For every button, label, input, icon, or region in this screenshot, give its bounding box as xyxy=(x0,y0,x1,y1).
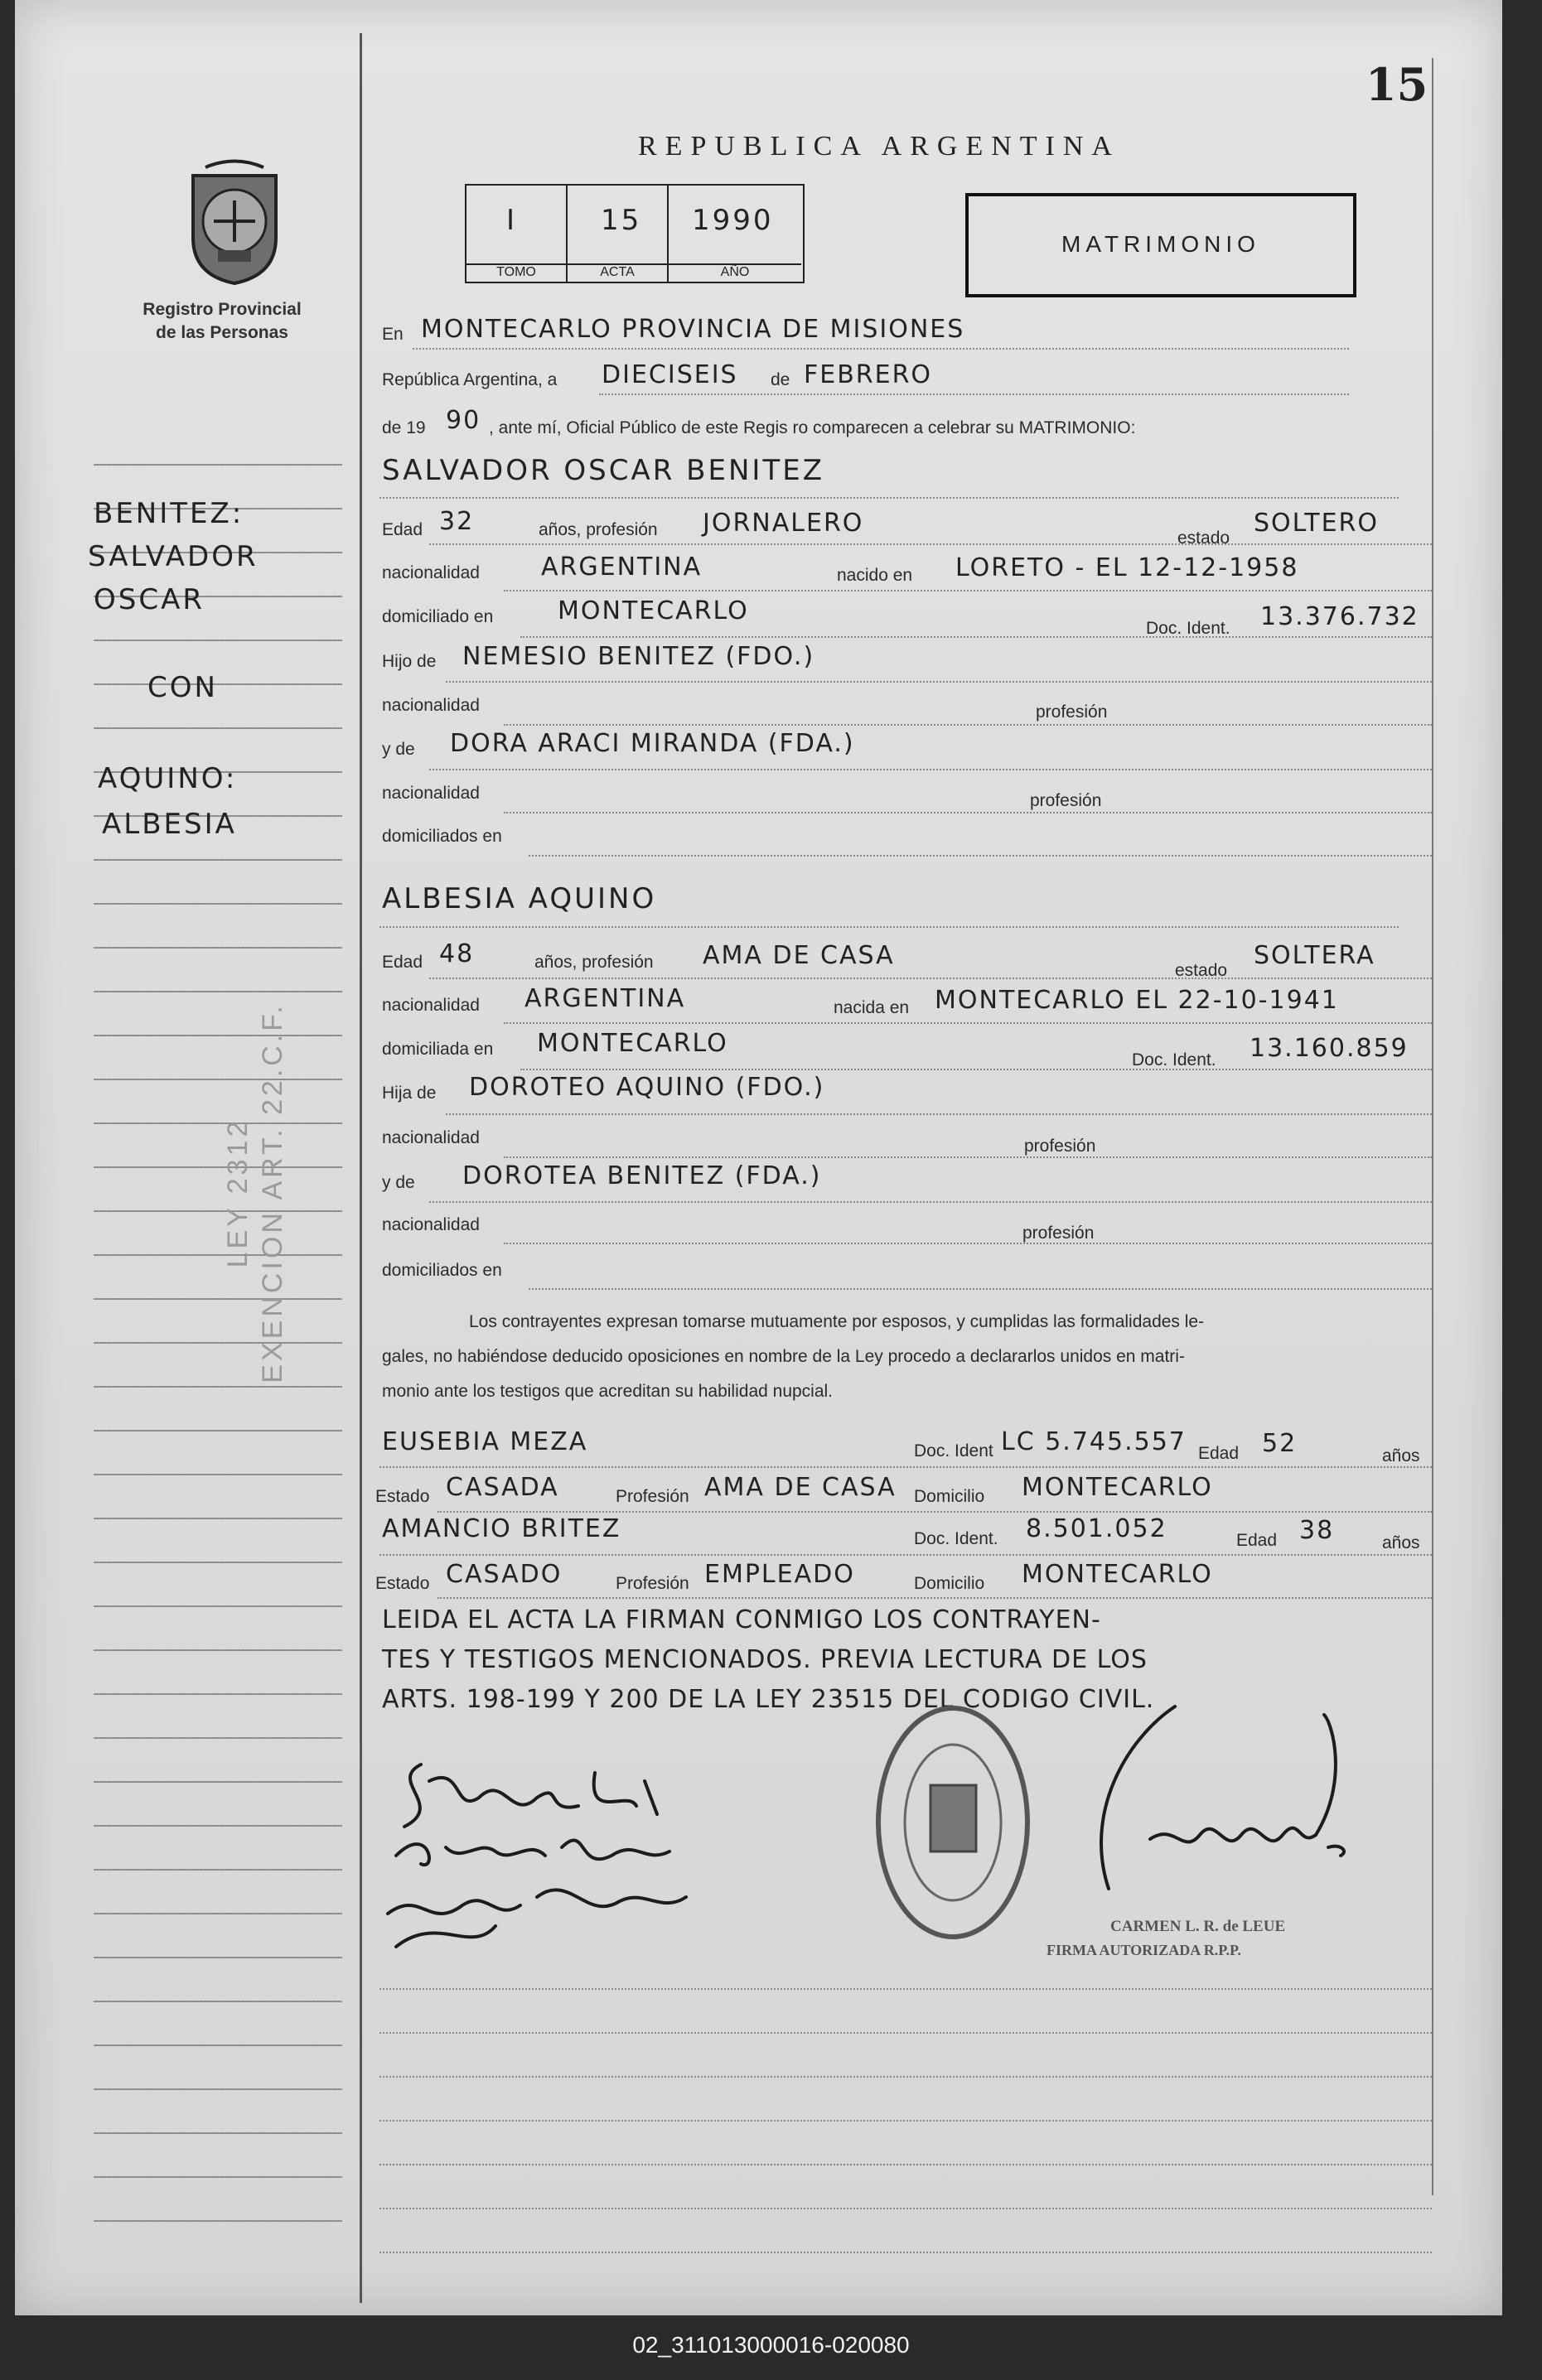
margin-rule-line xyxy=(94,1210,342,1212)
acta-label: ACTA xyxy=(568,263,667,280)
exemption-stamp xyxy=(222,936,297,1450)
tomo-cell xyxy=(466,186,568,282)
declaration-line1: Los contrayentes expresan tomarse mutuamente por esposos, y cumplidas las formalidades le- xyxy=(469,1312,1205,1331)
place-line xyxy=(413,348,1349,350)
bride-line-6 xyxy=(429,1201,1432,1203)
groom-father-nac-label: nacionalidad xyxy=(382,696,480,715)
ante-text: , ante mí, Oficial Público de este Regis ro comparecen a celebrar su MATRIMONIO: xyxy=(489,418,1136,437)
witness2-line-2 xyxy=(437,1597,1432,1599)
official-signature xyxy=(1076,1690,1357,1905)
bride-estado-label: estado xyxy=(1175,961,1228,980)
civil-registry-seal-icon xyxy=(873,1702,1034,1943)
declaration-line2: gales, no habiéndose deducido oposiciones en nombre de la Ley procedo a declararlos unidos en matri- xyxy=(382,1347,1185,1366)
tomo-label: TOMO xyxy=(466,263,566,280)
document-page xyxy=(15,0,1502,2315)
witness2-profesion: EMPLEADO xyxy=(704,1560,855,1589)
margin-rule-line xyxy=(94,1605,342,1607)
bride-profesion: AMA DE CASA xyxy=(703,941,895,970)
en-label: En xyxy=(382,325,404,344)
margin-rule-line xyxy=(94,1079,342,1080)
margin-rule-line xyxy=(94,1298,342,1300)
margin-rule-line xyxy=(94,1430,342,1431)
date-line xyxy=(599,393,1349,395)
witness1-line-2 xyxy=(437,1511,1432,1513)
bride-line-2 xyxy=(504,1022,1432,1024)
witness2-domicilio-label: Domicilio xyxy=(914,1574,985,1593)
witness2-estado: CASADO xyxy=(446,1560,563,1589)
bride-line-7 xyxy=(504,1243,1432,1244)
margin-rule-line xyxy=(94,1913,342,1914)
margin-rule-line xyxy=(94,1693,342,1695)
bride-mother-nac-label: nacionalidad xyxy=(382,1215,480,1234)
bride-hija-label: Hija de xyxy=(382,1084,437,1103)
registry-name-line2: de las Personas xyxy=(156,323,288,342)
acta-value: 15 xyxy=(601,204,642,237)
year-prefix: de 19 xyxy=(382,418,426,437)
groom-estado: SOLTERO xyxy=(1254,509,1379,538)
record-number-box xyxy=(465,184,805,283)
witness2-edad-label: Edad xyxy=(1236,1531,1278,1550)
month-value: FEBRERO xyxy=(804,360,933,389)
body-rule-line xyxy=(379,2164,1432,2165)
witness1-name: EUSEBIA MEZA xyxy=(382,1427,588,1456)
bride-nacida-label: nacida en xyxy=(834,998,910,1017)
bride-line-1 xyxy=(429,978,1432,979)
groom-mother-prof-label: profesión xyxy=(1030,791,1102,810)
bride-father-nac-label: nacionalidad xyxy=(382,1128,480,1147)
groom-y-de-label: y de xyxy=(382,740,415,759)
exemption-stamp-line2: EXENCION ART. 22.C.F. xyxy=(257,1002,288,1383)
groom-line-8 xyxy=(529,855,1432,857)
groom-nacido: LORETO - EL 12-12-1958 xyxy=(955,553,1299,582)
groom-line-3 xyxy=(520,636,1432,638)
bride-mother: DOROTEA BENITEZ (FDA.) xyxy=(462,1161,822,1190)
witness2-anos-label: años xyxy=(1382,1533,1420,1552)
witness1-anos-label: años xyxy=(1382,1446,1420,1465)
body-rule-line xyxy=(379,2252,1432,2253)
margin-rule-line xyxy=(94,1035,342,1036)
record-type-box xyxy=(965,193,1356,297)
margin-rule-line xyxy=(94,1474,342,1475)
margin-rule-line xyxy=(94,1342,342,1344)
official-title: FIRMA AUTORIZADA R.P.P. xyxy=(1047,1942,1241,1958)
margin-rule-line xyxy=(94,2001,342,2002)
bride-line-5 xyxy=(504,1156,1432,1158)
bride-estado: SOLTERA xyxy=(1254,941,1375,970)
registry-name xyxy=(98,298,346,345)
bride-edad-label: Edad xyxy=(382,953,423,972)
bride-name-line xyxy=(379,926,1399,928)
groom-father: NEMESIO BENITEZ (FDO.) xyxy=(462,642,815,671)
body-rule-line xyxy=(379,2032,1432,2034)
margin-rule-line xyxy=(94,727,342,729)
groom-domicilio-label: domiciliado en xyxy=(382,607,494,626)
witness1-line-1 xyxy=(379,1466,1432,1468)
witness2-doc-label: Doc. Ident. xyxy=(914,1529,998,1548)
margin-rule-line xyxy=(94,683,342,685)
declaration-line3: monio ante los testigos que acreditan su habilidad nupcial. xyxy=(382,1382,834,1401)
exemption-stamp-line1: LEY 2312 xyxy=(222,1118,254,1268)
place-value: MONTECARLO PROVINCIA DE MISIONES xyxy=(421,315,965,344)
witness1-profesion: AMA DE CASA xyxy=(704,1473,897,1502)
margin-rule-line xyxy=(94,1166,342,1168)
margin-groom-name1: SALVADOR xyxy=(88,540,259,573)
anio-label: AÑO xyxy=(669,263,801,280)
witness1-edad: 52 xyxy=(1262,1429,1298,1458)
margin-groom-name2: OSCAR xyxy=(94,583,205,616)
bride-line-3 xyxy=(520,1069,1432,1070)
witness1-domicilio: MONTECARLO xyxy=(1022,1473,1213,1502)
body-rule-line xyxy=(379,2120,1432,2122)
margin-rule-line xyxy=(94,1122,342,1124)
year-suffix: 90 xyxy=(446,406,481,435)
bride-doc-label: Doc. Ident. xyxy=(1132,1050,1216,1069)
bride-domicilio: MONTECARLO xyxy=(537,1029,728,1058)
groom-line-4 xyxy=(446,681,1432,683)
witness1-doc-label: Doc. Ident xyxy=(914,1441,993,1460)
margin-bride-name: ALBESIA xyxy=(102,808,237,841)
groom-estado-label: estado xyxy=(1177,529,1230,548)
groom-domicilio: MONTECARLO xyxy=(558,596,749,625)
margin-rule-line xyxy=(94,1957,342,1958)
groom-nacionalidad-label: nacionalidad xyxy=(382,563,480,582)
closing-line3: ARTS. 198-199 Y 200 DE LA LEY 23515 DEL CODIGO CIVIL. xyxy=(382,1685,1155,1714)
witness1-estado-label: Estado xyxy=(375,1487,430,1506)
republica-label: República Argentina, a xyxy=(382,370,558,389)
margin-divider xyxy=(360,33,362,2303)
witness1-domicilio-label: Domicilio xyxy=(914,1487,985,1506)
groom-full-name: SALVADOR OSCAR BENITEZ xyxy=(382,454,824,487)
groom-father-prof-label: profesión xyxy=(1036,702,1108,722)
bride-nacionalidad-label: nacionalidad xyxy=(382,996,480,1015)
margin-rule-line xyxy=(94,1649,342,1651)
groom-nacionalidad: ARGENTINA xyxy=(541,553,703,582)
margin-rule-line xyxy=(94,991,342,992)
image-caption: 02_311013000016-020080 xyxy=(632,2332,910,2358)
day-value: DIECISEIS xyxy=(602,360,738,389)
bride-father-prof-label: profesión xyxy=(1024,1137,1096,1156)
margin-rule-line xyxy=(94,1869,342,1871)
margin-rule-line xyxy=(94,1386,342,1388)
groom-name-line xyxy=(379,497,1399,499)
margin-rule-line xyxy=(94,947,342,949)
bride-nacida: MONTECARLO EL 22-10-1941 xyxy=(935,986,1339,1015)
provincial-coat-of-arms-icon xyxy=(181,159,288,285)
bride-father: DOROTEO AQUINO (FDO.) xyxy=(469,1073,825,1102)
witness1-edad-label: Edad xyxy=(1198,1444,1240,1463)
body-rule-line xyxy=(379,1988,1432,1990)
witness1-profesion-label: Profesión xyxy=(616,1487,689,1506)
witness2-name: AMANCIO BRITEZ xyxy=(382,1514,621,1543)
witness2-profesion-label: Profesión xyxy=(616,1574,689,1593)
country-heading: REPUBLICA ARGENTINA xyxy=(638,131,1120,162)
groom-edad-label: Edad xyxy=(382,520,423,539)
margin-rule-line xyxy=(94,2088,342,2090)
groom-line-7 xyxy=(504,812,1432,813)
body-rule-line xyxy=(379,2208,1432,2209)
margin-rule-line xyxy=(94,859,342,861)
witness1-estado: CASADA xyxy=(446,1473,559,1502)
groom-profesion: JORNALERO xyxy=(703,509,864,538)
groom-mother: DORA ARACI MIRANDA (FDA.) xyxy=(450,729,855,758)
margin-rule-line xyxy=(94,1825,342,1827)
de-label: de xyxy=(771,370,790,389)
margin-rule-line xyxy=(94,2132,342,2134)
body-rule-line xyxy=(379,2076,1432,2078)
anio-cell xyxy=(669,186,801,282)
margin-rule-line xyxy=(94,640,342,641)
margin-rule-line xyxy=(94,464,342,466)
bride-profesion-label: años, profesión xyxy=(534,953,654,972)
tomo-value: I xyxy=(506,204,518,237)
margin-rule-line xyxy=(94,1518,342,1519)
groom-doc-label: Doc. Ident. xyxy=(1146,619,1230,638)
margin-rule-line xyxy=(94,1781,342,1783)
bride-nacionalidad: ARGENTINA xyxy=(524,984,686,1013)
bride-full-name: ALBESIA AQUINO xyxy=(382,882,657,915)
groom-mother-nac-label: nacionalidad xyxy=(382,784,480,803)
margin-rule-line xyxy=(94,903,342,905)
groom-nacido-label: nacido en xyxy=(837,566,913,585)
witness2-domicilio: MONTECARLO xyxy=(1022,1560,1213,1589)
closing-line2: TES Y TESTIGOS MENCIONADOS. PREVIA LECTURA DE LOS xyxy=(382,1645,1148,1674)
groom-line-6 xyxy=(429,769,1432,770)
bride-parents-dom-label: domiciliados en xyxy=(382,1261,502,1280)
margin-rule-line xyxy=(94,2176,342,2178)
anio-value: 1990 xyxy=(692,204,774,237)
margin-rule-line xyxy=(94,2044,342,2046)
witness2-estado-label: Estado xyxy=(375,1574,430,1593)
official-name: CARMEN L. R. de LEUE xyxy=(1110,1918,1286,1935)
registry-name-line1: Registro Provincial xyxy=(143,300,302,319)
groom-line-2 xyxy=(504,590,1432,591)
witness2-edad: 38 xyxy=(1299,1516,1335,1545)
bride-domicilio-label: domiciliada en xyxy=(382,1040,494,1059)
bride-doc: 13.160.859 xyxy=(1250,1034,1409,1063)
witness1-doc: LC 5.745.557 xyxy=(1001,1427,1187,1456)
margin-rule-line xyxy=(94,1562,342,1563)
witness2-line-1 xyxy=(379,1554,1432,1556)
groom-doc: 13.376.732 xyxy=(1260,602,1419,631)
bride-line-4 xyxy=(446,1113,1432,1115)
bride-y-de-label: y de xyxy=(382,1173,415,1192)
bride-line-8 xyxy=(529,1288,1432,1290)
margin-rule-line xyxy=(94,1737,342,1739)
groom-line-5 xyxy=(504,724,1432,726)
margin-rule-line xyxy=(94,2220,342,2222)
right-border-line xyxy=(1432,58,1433,2195)
record-type-label: MATRIMONIO xyxy=(1061,231,1260,257)
margin-conjunction: CON xyxy=(147,671,218,704)
contracting-parties-signatures xyxy=(371,1748,802,1955)
groom-profesion-label: años, profesión xyxy=(539,520,658,539)
groom-line-1 xyxy=(429,543,1432,545)
margin-groom-surname: BENITEZ: xyxy=(94,497,244,530)
margin-rule-line xyxy=(94,1254,342,1256)
closing-line1: LEIDA EL ACTA LA FIRMAN CONMIGO LOS CONTRAYEN- xyxy=(382,1605,1101,1634)
groom-parents-dom-label: domiciliados en xyxy=(382,827,502,846)
groom-hijo-label: Hijo de xyxy=(382,652,437,671)
margin-bride-surname: AQUINO: xyxy=(98,762,238,795)
bride-mother-prof-label: profesión xyxy=(1022,1224,1095,1243)
bride-edad: 48 xyxy=(439,939,475,968)
page-number: 15 xyxy=(1366,58,1428,111)
groom-edad: 32 xyxy=(439,507,475,536)
acta-cell xyxy=(568,186,669,282)
witness2-doc: 8.501.052 xyxy=(1026,1514,1167,1543)
